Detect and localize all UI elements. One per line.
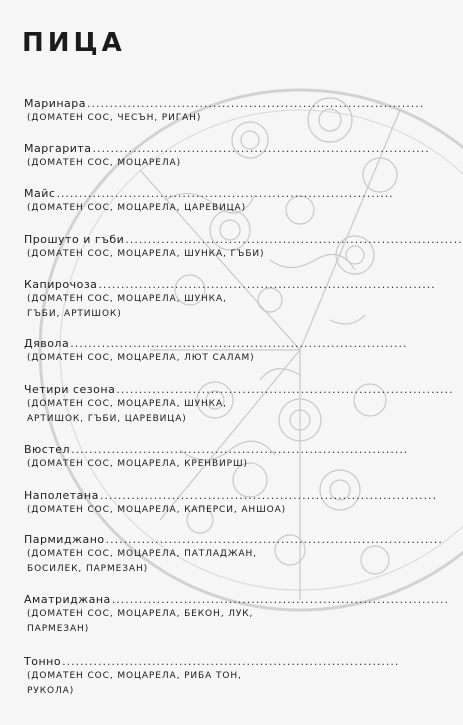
menu-item-quattro-stagioni — [24, 382, 454, 427]
dot-leader: ........................................................................... — [62, 655, 400, 668]
menu-item-mais — [24, 186, 394, 216]
dot-leader: ........................................................................... — [70, 337, 408, 350]
menu-item-amatriciana — [24, 592, 450, 637]
menu-item-napoletana — [24, 488, 438, 518]
item-description: (ДОМАТЕН СОС, МОЦАРЕЛА, ШУНКА, ГЪБИ) — [27, 249, 265, 259]
item-name: Тонно — [24, 655, 62, 668]
menu-item-marinara — [24, 96, 425, 126]
item-name: Майс — [24, 187, 56, 200]
item-name: Четири сезона — [24, 383, 116, 396]
item-name: Прошуто и гъби — [24, 233, 125, 246]
menu-item-capricciosa — [24, 277, 436, 322]
dot-leader: ........................................................................... — [98, 278, 436, 291]
dot-leader: ........................................................................... — [99, 489, 438, 502]
menu-item-tonno — [24, 654, 400, 699]
dot-leader: ........................................................................... — [87, 97, 425, 110]
item-name: Наполетана — [24, 489, 99, 502]
menu-item-prosciutto-funghi — [24, 232, 463, 262]
dot-leader: ........................................................................... — [111, 593, 450, 606]
item-description: (ДОМАТЕН СОС, МОЦАРЕЛА, ЦАРЕВИЦА) — [27, 203, 247, 213]
item-name: Аматриджана — [24, 593, 111, 606]
item-name: Маргарита — [24, 142, 92, 155]
item-description: (ДОМАТЕН СОС, МОЦАРЕЛА, БЕКОН, ЛУК, ПАРМЕЗАН) — [27, 609, 254, 634]
dot-leader: ........................................................................... — [71, 443, 409, 456]
item-name: Пармиджано — [24, 533, 105, 546]
item-description: (ДОМАТЕН СОС, МОЦАРЕЛА, ШУНКА, АРТИШОК, ГЪБИ, ЦАРЕВИЦА) — [27, 399, 227, 424]
item-name: Маринара — [24, 97, 87, 110]
item-description: (ДОМАТЕН СОС, МОЦАРЕЛА, ШУНКА, ГЪБИ, АРТИШОК) — [27, 294, 227, 319]
menu-item-diavola — [24, 336, 408, 366]
dot-leader: ........................................................................... — [125, 233, 463, 246]
item-name: Дявола — [24, 337, 70, 350]
item-description: (ДОМАТЕН СОС, МОЦАРЕЛА, КРЕНВИРШ) — [27, 459, 248, 469]
dot-leader: ........................................................................... — [92, 142, 430, 155]
item-name: Капирочоза — [24, 278, 98, 291]
menu-item-margarita — [24, 141, 430, 171]
item-description: (ДОМАТЕН СОС, МОЦАРЕЛА, КАПЕРСИ, АНШОА) — [27, 505, 287, 515]
item-name: Вюстел — [24, 443, 71, 456]
dot-leader: ........................................................................... — [105, 533, 443, 546]
item-description: (ДОМАТЕН СОС, МОЦАРЕЛА) — [27, 158, 181, 168]
item-description: (ДОМАТЕН СОС, МОЦАРЕЛА, ПАТЛАДЖАН, БОСИЛЕК, ПАРМЕЗАН) — [27, 549, 257, 574]
item-description: (ДОМАТЕН СОС, МОЦАРЕЛА, ЛЮТ САЛАМ) — [27, 353, 255, 363]
page-title: ПИЦА — [22, 28, 126, 58]
menu-item-parmigiana — [24, 532, 443, 577]
dot-leader: ........................................................................... — [56, 187, 394, 200]
dot-leader: ........................................................................... — [116, 383, 454, 396]
item-description: (ДОМАТЕН СОС, МОЦАРЕЛА, РИБА ТОН, РУКОЛА) — [27, 671, 242, 696]
item-description: (ДОМАТЕН СОС, ЧЕСЪН, РИГАН) — [27, 113, 202, 123]
menu-item-wurstel — [24, 442, 409, 472]
